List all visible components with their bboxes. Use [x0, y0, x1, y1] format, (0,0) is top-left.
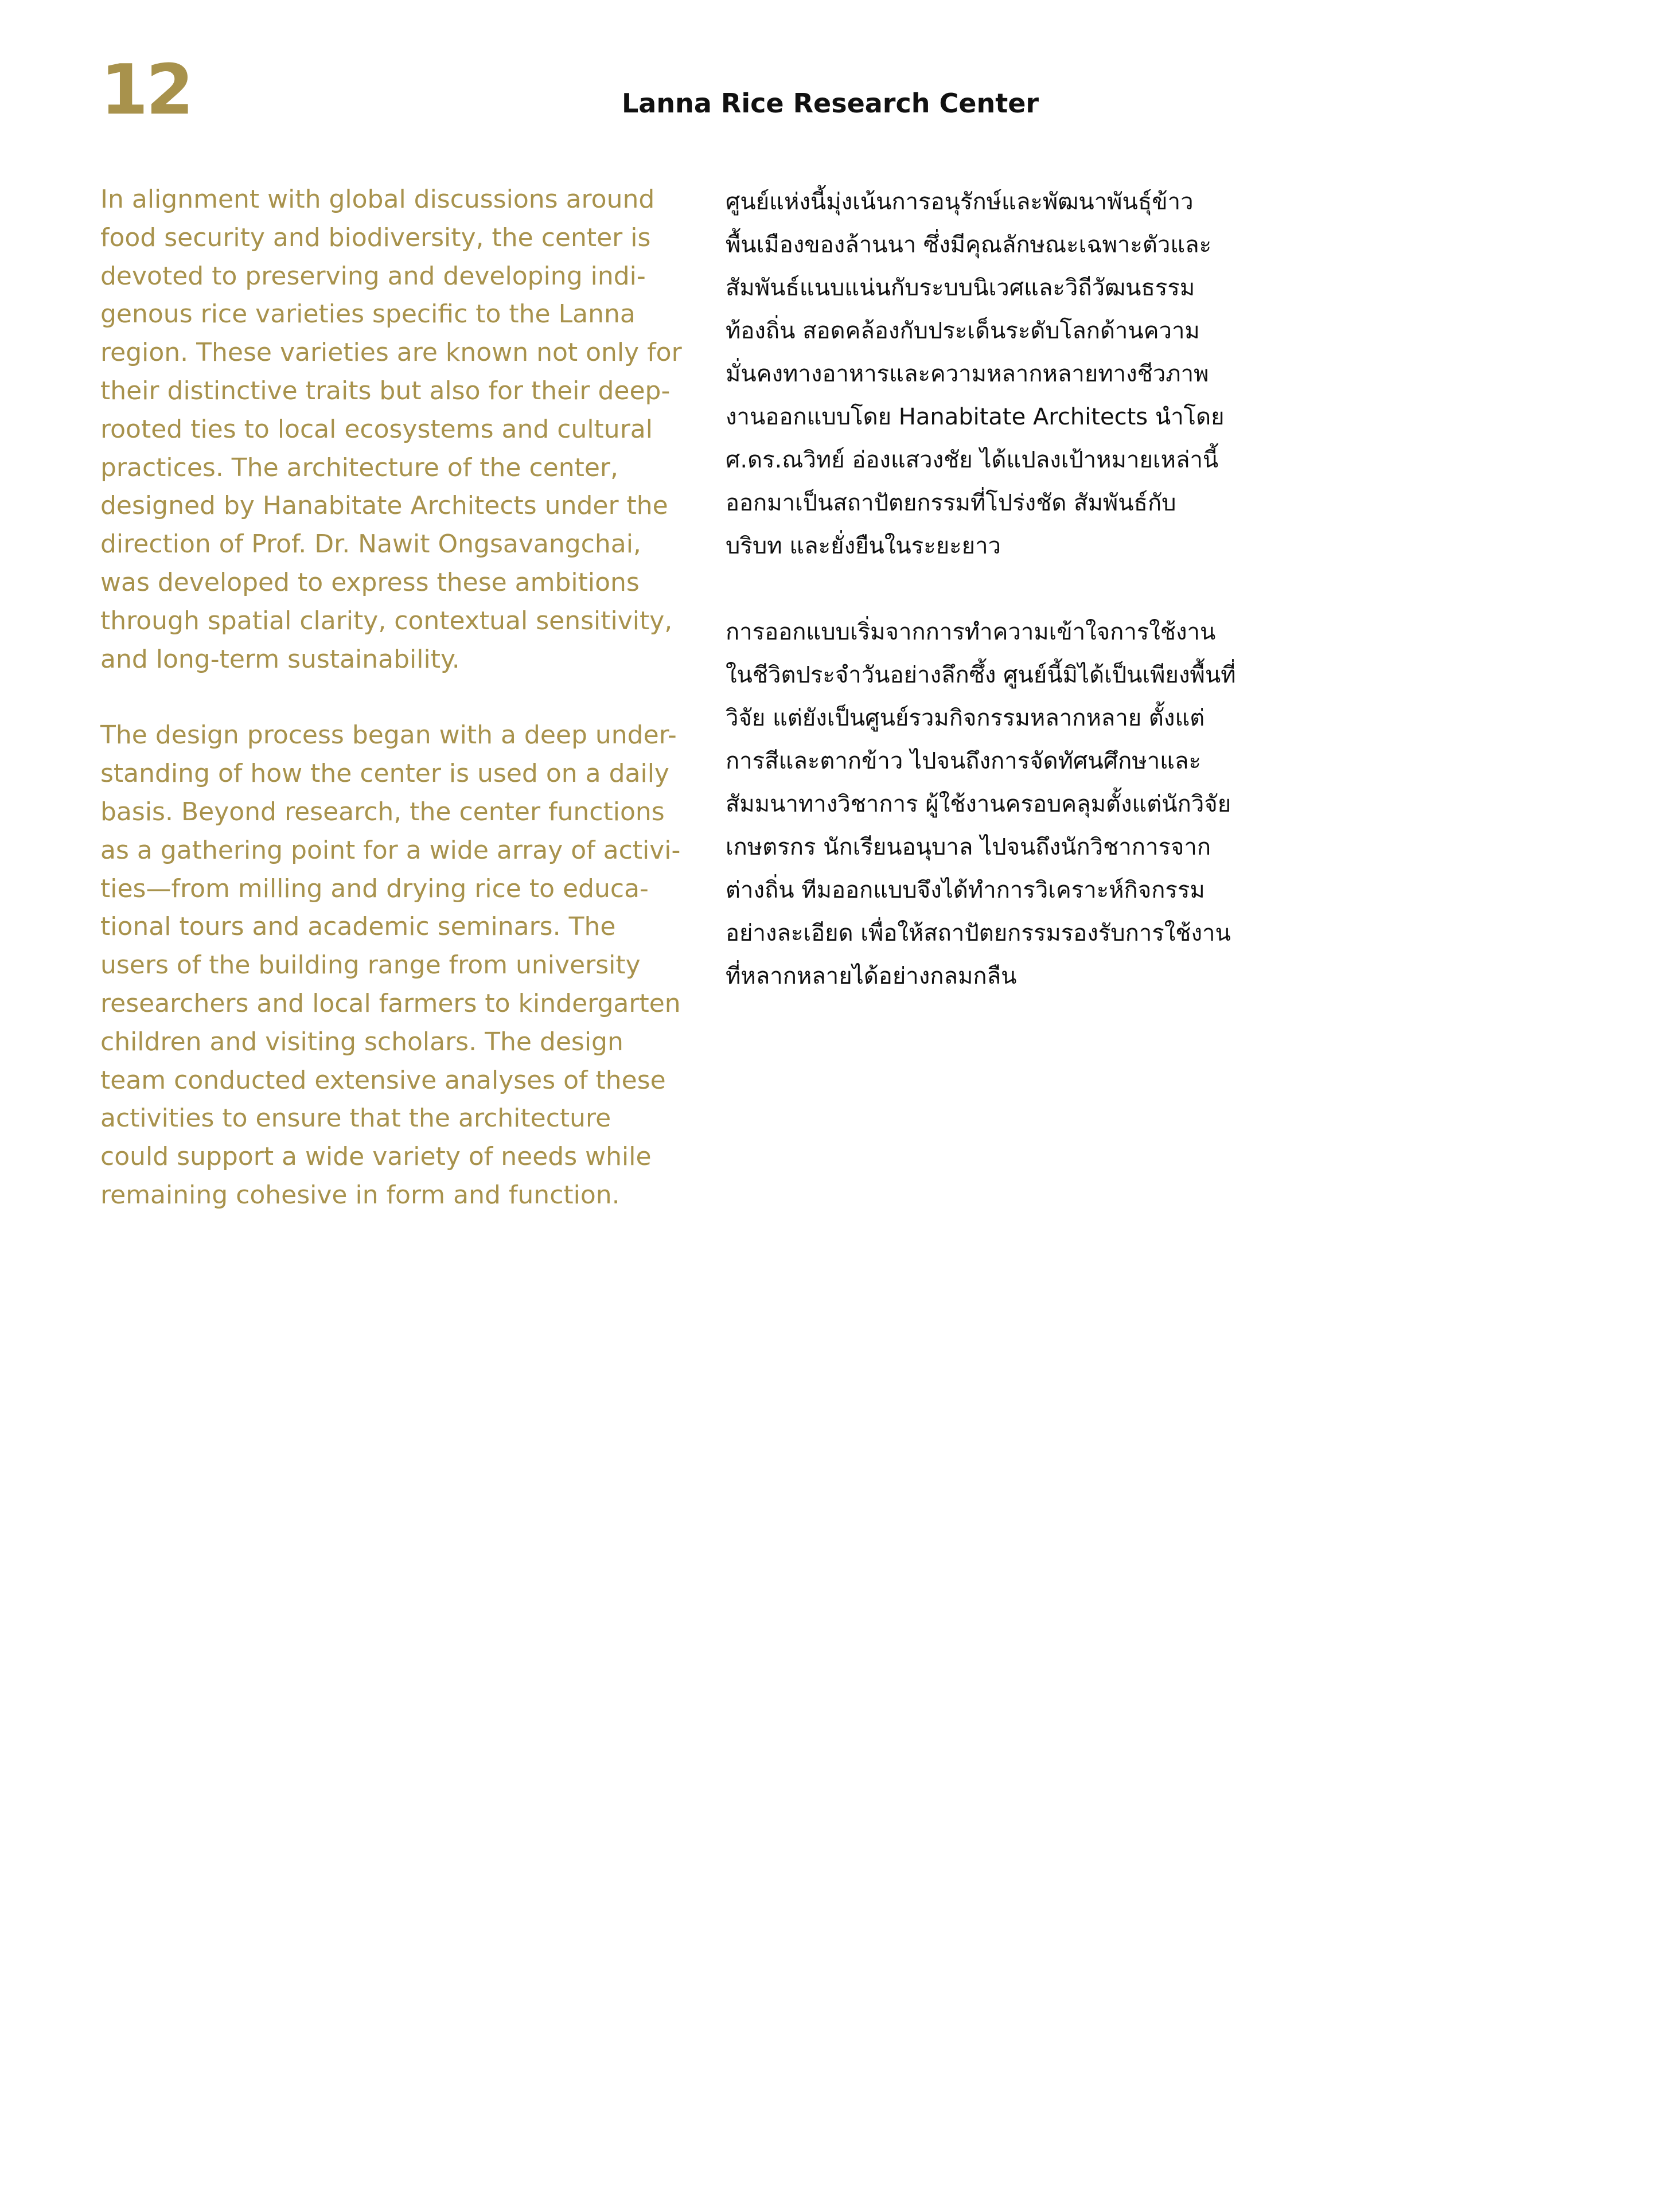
- text-line: children and visiting scholars. The design: [100, 1027, 623, 1057]
- text-line: researchers and local farmers to kindergarten: [100, 988, 681, 1018]
- text-line: การสีและตากข้าว ไปจนถึงการจัดทัศนศึกษาและ: [726, 748, 1201, 774]
- text-line: standing of how the center is used on a daily: [100, 759, 669, 789]
- text-line: ท้องถิ่น สอดคล้องกับประเด็นระดับโลกด้านความ: [726, 318, 1200, 344]
- text-line: เกษตรกร นักเรียนอนุบาล ไปจนถึงนักวิชาการจาก: [726, 834, 1211, 860]
- text-line: designed by Hanabitate Architects under the: [100, 491, 668, 521]
- text-line: users of the building range from university: [100, 950, 641, 980]
- english-paragraph-2: [100, 716, 688, 1214]
- text-line: devoted to preserving and developing indi-: [100, 261, 646, 291]
- text-line: direction of Prof. Dr. Nawit Ongsavangchai,: [100, 529, 641, 559]
- thai-paragraph-1: [726, 181, 1288, 568]
- text-line: งานออกแบบโดย Hanabitate Architects นำโดย: [726, 404, 1225, 430]
- text-line: The design process began with a deep under-: [100, 720, 677, 750]
- text-line: remaining cohesive in form and function.: [100, 1180, 620, 1210]
- text-line: basis. Beyond research, the center functions: [100, 797, 665, 827]
- text-line: could support a wide variety of needs while: [100, 1142, 652, 1172]
- text-line: In alignment with global discussions around: [100, 185, 655, 214]
- text-line: rooted ties to local ecosystems and cultural: [100, 414, 653, 444]
- text-line: and long-term sustainability.: [100, 644, 460, 674]
- text-line: ศ.ดร.ณวิทย์ อ่องแสวงชัย ได้แปลงเป้าหมายเหล่านี้: [726, 447, 1219, 473]
- text-line: team conducted extensive analyses of these: [100, 1065, 666, 1095]
- text-line: ในชีวิตประจำวันอย่างลึกซึ้ง ศูนย์นี้มิได้เป็นเพียงพื้นที่: [726, 662, 1236, 688]
- text-line: food security and biodiversity, the center is: [100, 223, 651, 252]
- text-line: สัมมนาทางวิชาการ ผู้ใช้งานครอบคลุมตั้งแต่นักวิจัย: [726, 791, 1231, 817]
- text-line: อย่างละเอียด เพื่อให้สถาปัตยกรรมรองรับการใช้งาน: [726, 920, 1231, 946]
- text-line: activities to ensure that the architecture: [100, 1104, 611, 1133]
- text-line: through spatial clarity, contextual sensitivity,: [100, 606, 673, 636]
- text-line: ศูนย์แห่งนี้มุ่งเน้นการอนุรักษ์และพัฒนาพันธุ์ข้าว: [726, 189, 1194, 215]
- text-line: as a gathering point for a wide array of activi-: [100, 835, 681, 865]
- text-line: พื้นเมืองของล้านนา ซึ่งมีคุณลักษณะเฉพาะตัวและ: [726, 232, 1212, 258]
- english-column: [100, 181, 688, 1215]
- text-line: ที่หลากหลายได้อย่างกลมกลืน: [726, 963, 1017, 989]
- thai-paragraph-2: [726, 611, 1288, 998]
- thai-column: [726, 181, 1288, 998]
- text-line: สัมพันธ์แนบแน่นกับระบบนิเวศและวิถีวัฒนธรรม: [726, 275, 1195, 301]
- text-line: practices. The architecture of the center,: [100, 453, 618, 482]
- text-line: ต่างถิ่น ทีมออกแบบจึงได้ทำการวิเคราะห์กิจกรรม: [726, 877, 1205, 903]
- text-line: วิจัย แต่ยังเป็นศูนย์รวมกิจกรรมหลากหลาย ตั้งแต่: [726, 705, 1205, 731]
- text-line: region. These varieties are known not only for: [100, 338, 682, 368]
- text-line: was developed to express these ambitions: [100, 567, 640, 597]
- text-line: การออกแบบเริ่มจากการทำความเข้าใจการใช้งาน: [726, 619, 1216, 645]
- text-line: มั่นคงทางอาหารและความหลากหลายทางชีวภาพ: [726, 361, 1209, 387]
- text-line: their distinctive traits but also for their deep-: [100, 376, 671, 406]
- page-number: 12: [100, 50, 192, 130]
- text-line: บริบท และยั่งยืนในระยะยาว: [726, 533, 1001, 559]
- text-line: genous rice varieties specific to the Lanna: [100, 299, 636, 329]
- text-line: ออกมาเป็นสถาปัตยกรรมที่โปร่งชัด สัมพันธ์กับ: [726, 490, 1176, 516]
- text-line: tional tours and academic seminars. The: [100, 912, 616, 942]
- english-paragraph-1: [100, 181, 688, 679]
- text-line: ties—from milling and drying rice to educa-: [100, 874, 649, 903]
- running-title: Lanna Rice Research Center: [622, 88, 1039, 119]
